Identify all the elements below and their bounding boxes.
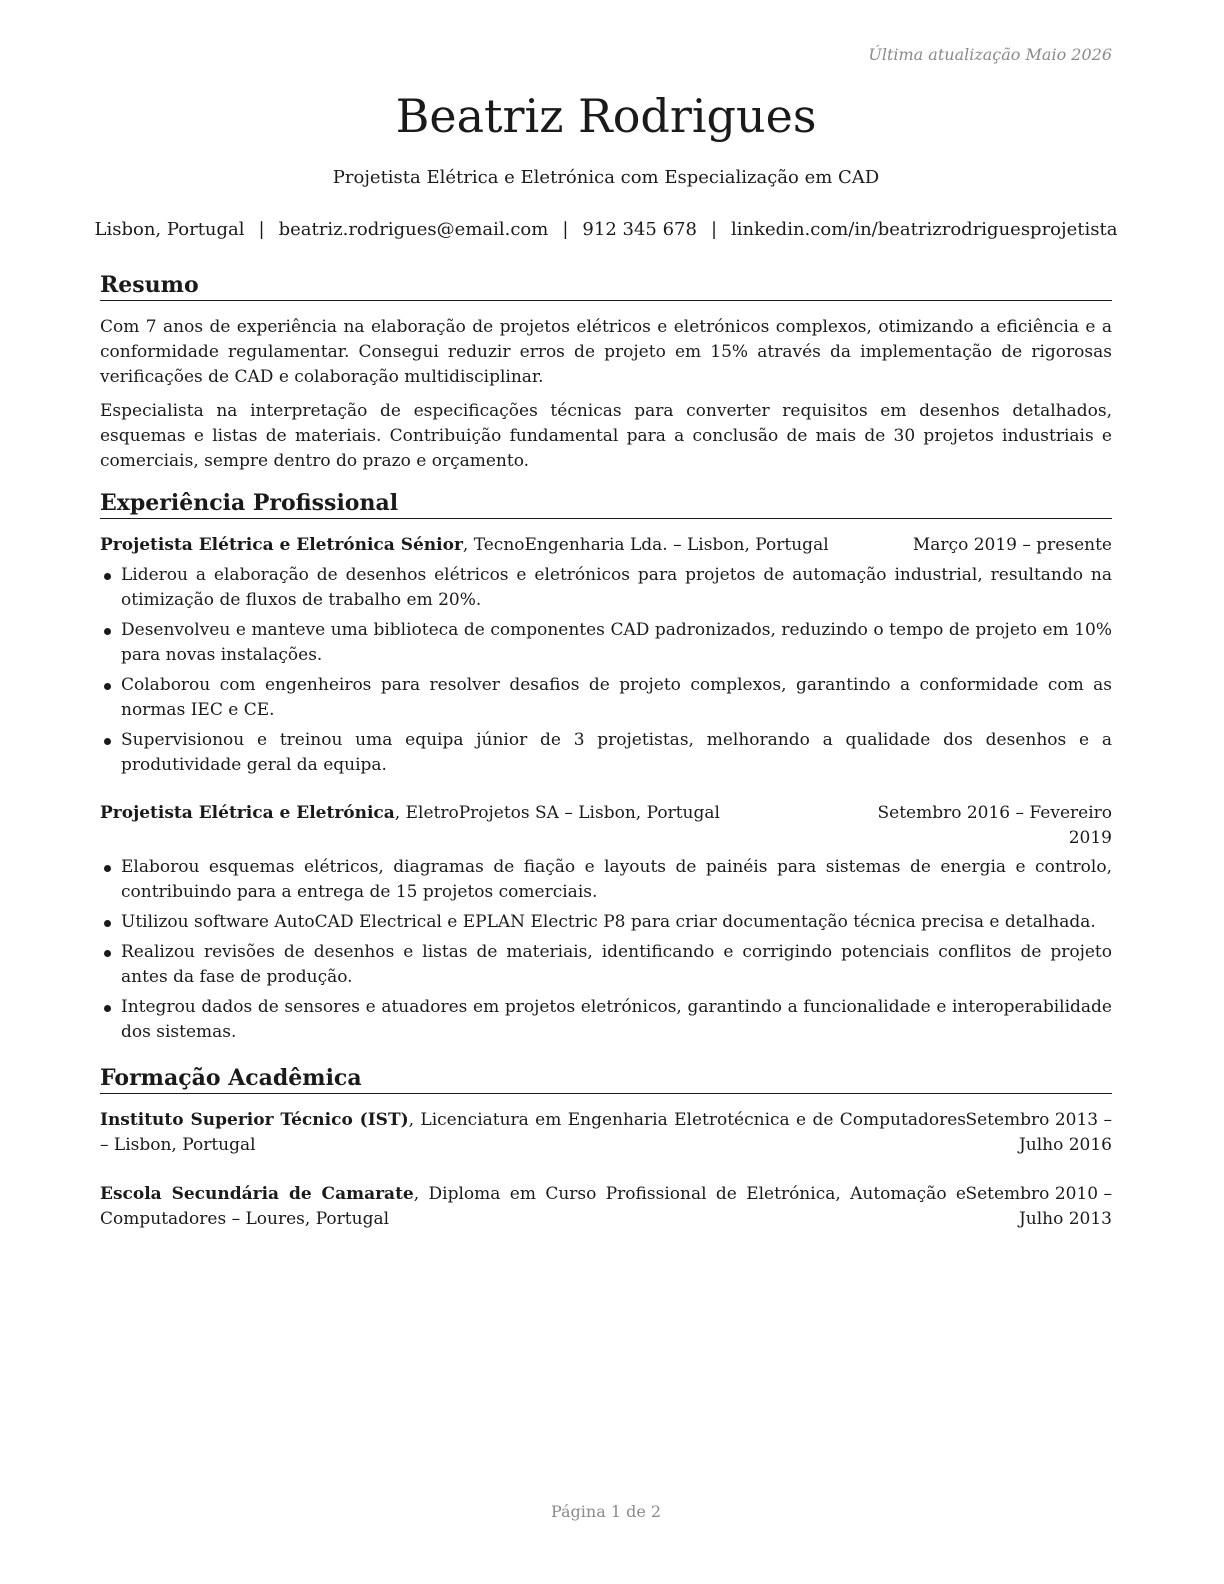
summary-paragraph: Especialista na interpretação de especificações técnicas para converter requisitos em desenhos detalhados, esquemas e listas de materiais. Contribuição fundamental para a conclusão de mais de 30 projetos industriais e comerciais, sempre dentro do prazo e orçamento. [100,401,1112,471]
list-item: Realizou revisões de desenhos e listas de materiais, identificando e corrigindo potenciais conflitos de projeto antes da fase de produção. [100,940,1112,990]
education-dates: Setembro 2013 – Julho 2016 [965,1110,1112,1155]
job-header [100,801,1112,848]
education-degree: , Licenciatura em Engenharia Eletrotécnica e de Computadores – Lisbon, Portugal [100,1110,966,1155]
list-item: Liderou a elaboração de desenhos elétricos e eletrónicos para projetos de automação industrial, resultando na otimização de fluxos de trabalho em 20%. [100,563,1112,613]
list-item: Colaborou com engenheiros para resolver desafios de projeto complexos, garantindo a conformidade com as normas IEC e CE. [100,673,1112,723]
contact-line [90,219,1122,240]
contact-separator: | [562,219,569,240]
job-role: Projetista Elétrica e Eletrónica [100,803,395,823]
contact-phone: 912 345 678 [582,219,697,240]
contact-separator: | [710,219,718,240]
list-item: Integrou dados de sensores e atuadores em projetos eletrónicos, garantindo a funcionalidade e interoperabilidade dos sistemas. [100,995,1112,1045]
section-title-summary: Resumo [100,271,1112,301]
section-title-experience: Experiência Profissional [100,489,1112,519]
education-dates: Setembro 2010 – Julho 2013 [965,1184,1112,1229]
education-degree: , Diploma em Curso Profissional de Eletrónica, Automação e Computadores – Loures, Portugal [100,1184,966,1229]
job-company: , EletroProjetos SA – Lisbon, Portugal [394,803,720,823]
job-header [100,533,1112,558]
job-title-line [100,533,829,558]
contact-linkedin[interactable]: linkedin.com/in/beatrizrodriguesprojetista [731,219,1118,240]
education-school: Instituto Superior Técnico (IST) [100,1110,409,1130]
contact-email[interactable]: beatriz.rodrigues@email.com [278,219,549,240]
list-item: Utilizou software AutoCAD Electrical e EPLAN Electric P8 para criar documentação técnica precisa e detalhada. [100,910,1112,935]
section-title-education: Formação Acadêmica [100,1064,1112,1094]
resume-page [94,0,1118,1584]
education-entry [100,1182,1112,1232]
job-title-line [100,801,720,826]
education-institution-line [100,1108,966,1158]
job-dates: Março 2019 – presente [912,535,1112,555]
summary-paragraph: Com 7 anos de experiência na elaboração de projetos elétricos e eletrónicos complexos, otimizando a eficiência e a conformidade regulamentar. Consegui reduzir erros de projeto em 15% através da implementação de rigorosas verificações de CAD e colaboração multidisciplinar. [100,317,1112,387]
contact-separator: | [258,219,265,240]
list-item: Elaborou esquemas elétricos, diagramas de fiação e layouts de painéis para sistemas de energia e controlo, contribuindo para a entrega de 15 projetos comerciais. [100,855,1112,905]
candidate-name: Beatriz Rodrigues [395,89,817,143]
education-school: Escola Secundária de Camarate [100,1184,414,1204]
last-updated: Última atualização Maio 2026 [868,45,1112,64]
list-item: Desenvolveu e manteve uma biblioteca de componentes CAD padronizados, reduzindo o tempo de projeto em 10% para novas instalações. [100,618,1112,668]
job-company: , TecnoEngenharia Lda. – Lisbon, Portugal [462,535,829,555]
headline: Projetista Elétrica e Eletrónica com Especialização em CAD [332,167,880,188]
page-number: Página 1 de 2 [550,1502,662,1521]
job-role: Projetista Elétrica e Eletrónica Sénior [100,535,463,555]
job-dates: Setembro 2016 – Fevereiro 2019 [877,803,1112,848]
contact-location: Lisbon, Portugal [94,219,245,240]
education-entry [100,1108,1112,1158]
job-bullets [100,855,1112,1050]
education-institution-line [100,1182,966,1232]
list-item: Supervisionou e treinou uma equipa júnior de 3 projetistas, melhorando a qualidade dos desenhos e a produtividade geral da equipa. [100,728,1112,778]
job-bullets [100,563,1112,783]
